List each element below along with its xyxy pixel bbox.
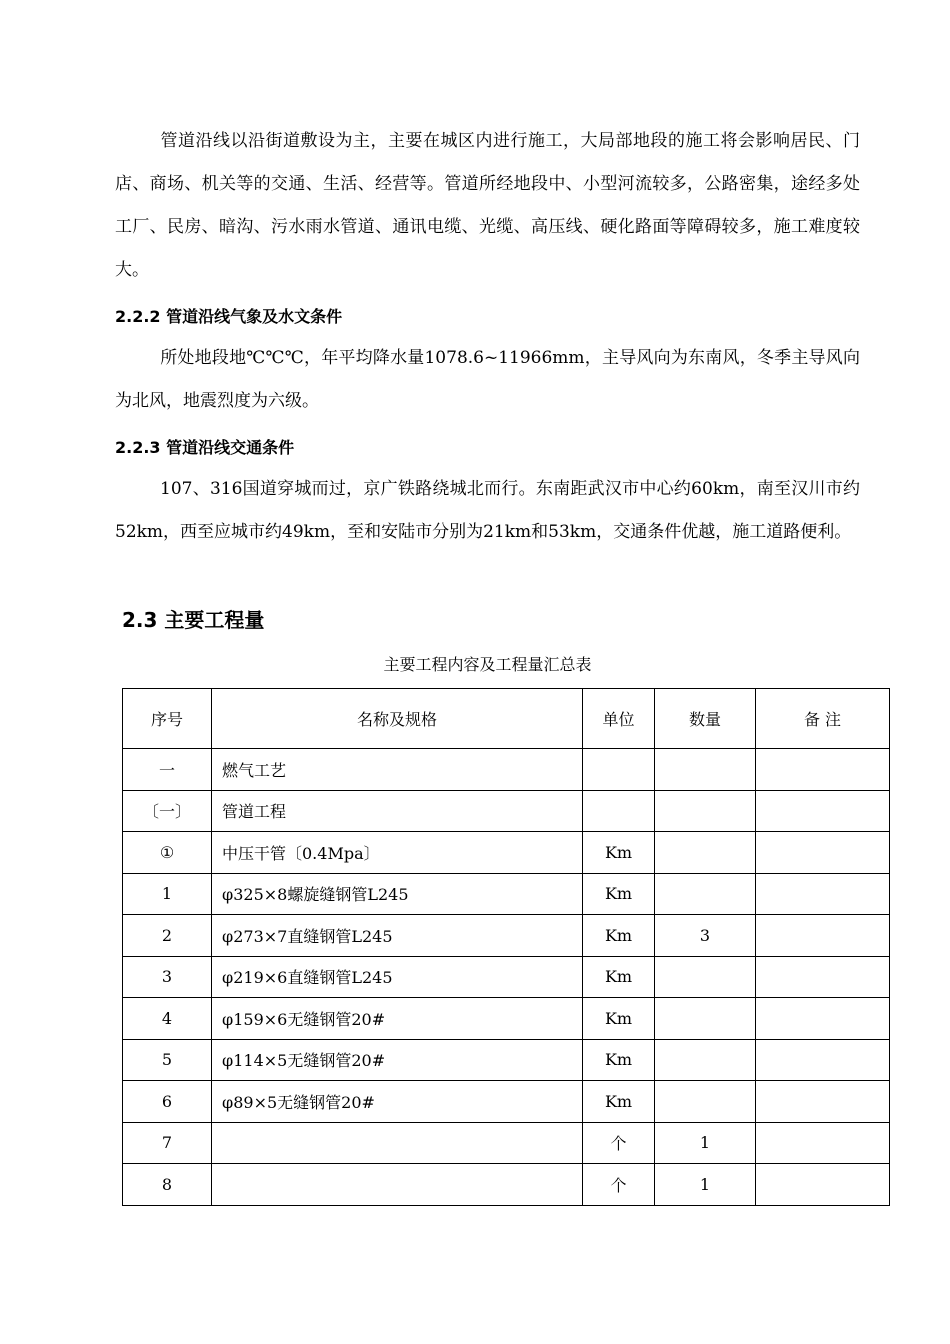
cell-name: φ114×5无缝钢管20# xyxy=(212,1039,583,1081)
cell-note xyxy=(756,1039,890,1081)
cell-unit xyxy=(583,749,655,791)
cell-no: 1 xyxy=(123,873,212,915)
table-row xyxy=(123,749,890,791)
cell-note xyxy=(756,1081,890,1123)
table-row xyxy=(123,915,890,957)
cell-no: 2 xyxy=(123,915,212,957)
table-header-row xyxy=(123,689,890,749)
cell-qty xyxy=(655,873,756,915)
cell-no: 4 xyxy=(123,998,212,1040)
cell-note xyxy=(756,998,890,1040)
paragraph-route-conditions xyxy=(115,120,860,292)
cell-note xyxy=(756,1122,890,1164)
cell-no: 8 xyxy=(123,1164,212,1206)
cell-qty xyxy=(655,1081,756,1123)
heading-2-2-2: 2.2.2 管道沿线气象及水文条件 xyxy=(115,307,343,326)
column-header-no: 序号 xyxy=(123,689,212,749)
cell-unit: Km xyxy=(583,915,655,957)
cell-unit: Km xyxy=(583,1039,655,1081)
cell-no: ① xyxy=(123,832,212,874)
heading-2-3: 2.3 主要工程量 xyxy=(122,608,265,632)
cell-note xyxy=(756,832,890,874)
cell-name: 管道工程 xyxy=(212,790,583,832)
cell-name: 中压干管〔0.4Mpa〕 xyxy=(212,832,583,874)
table-caption: 主要工程内容及工程量汇总表 xyxy=(383,655,592,674)
column-header-qty: 数量 xyxy=(655,689,756,749)
paragraph-climate xyxy=(115,337,860,423)
cell-note xyxy=(756,1164,890,1206)
cell-note xyxy=(756,873,890,915)
cell-no: 5 xyxy=(123,1039,212,1081)
column-header-unit: 单位 xyxy=(583,689,655,749)
cell-unit: Km xyxy=(583,1081,655,1123)
cell-name: φ325×8螺旋缝钢管L245 xyxy=(212,873,583,915)
cell-qty xyxy=(655,998,756,1040)
cell-unit xyxy=(583,790,655,832)
table-row xyxy=(123,1164,890,1206)
table-row xyxy=(123,873,890,915)
table-row xyxy=(123,790,890,832)
table-row xyxy=(123,1039,890,1081)
cell-name: φ89×5无缝钢管20# xyxy=(212,1081,583,1123)
cell-name: φ273×7直缝钢管L245 xyxy=(212,915,583,957)
table-row xyxy=(123,832,890,874)
column-header-name: 名称及规格 xyxy=(212,689,583,749)
paragraph-route-conditions-text: 管道沿线以沿街道敷设为主，主要在城区内进行施工，大局部地段的施工将会影响居民、门店、商场、机关等的交通、生活、经营等。管道所经地段中、小型河流较多，公路密集，途经多处工厂、民房、暗沟、污水雨水管道、通讯电缆、光缆、高压线、硬化路面等障碍较多，施工难度较大。 xyxy=(115,131,860,280)
cell-no: 一 xyxy=(123,749,212,791)
cell-unit: Km xyxy=(583,873,655,915)
cell-note xyxy=(756,790,890,832)
cell-unit: Km xyxy=(583,832,655,874)
paragraph-traffic-text: 107、316国道穿城而过，京广铁路绕城北而行。东南距武汉市中心约60km，南至汉川市约52km，西至应城市约49km，至和安陆市分别为21km和53km，交通条件优越，施工道路便利。 xyxy=(115,479,860,542)
cell-name: φ219×6直缝钢管L245 xyxy=(212,956,583,998)
cell-no: 7 xyxy=(123,1122,212,1164)
cell-qty xyxy=(655,790,756,832)
cell-no: 3 xyxy=(123,956,212,998)
cell-name xyxy=(212,1122,583,1164)
cell-unit: 个 xyxy=(583,1122,655,1164)
cell-qty xyxy=(655,749,756,791)
cell-qty xyxy=(655,1039,756,1081)
cell-qty: 1 xyxy=(655,1164,756,1206)
cell-name xyxy=(212,1164,583,1206)
heading-2-2-3: 2.2.3 管道沿线交通条件 xyxy=(115,438,295,457)
cell-no: 6 xyxy=(123,1081,212,1123)
cell-note xyxy=(756,749,890,791)
paragraph-traffic xyxy=(115,468,860,554)
table-row xyxy=(123,998,890,1040)
table-row xyxy=(123,1122,890,1164)
paragraph-climate-text: 所处地段地℃℃℃，年平均降水量1078.6~11966mm，主导风向为东南风，冬季主导风向为北风，地震烈度为六级。 xyxy=(115,348,860,411)
cell-qty xyxy=(655,956,756,998)
cell-qty xyxy=(655,832,756,874)
quantity-table xyxy=(122,688,890,1206)
cell-qty: 1 xyxy=(655,1122,756,1164)
cell-name: 燃气工艺 xyxy=(212,749,583,791)
cell-note xyxy=(756,915,890,957)
cell-unit: 个 xyxy=(583,1164,655,1206)
column-header-note: 备 注 xyxy=(756,689,890,749)
cell-unit: Km xyxy=(583,998,655,1040)
cell-unit: Km xyxy=(583,956,655,998)
cell-no: 〔一〕 xyxy=(123,790,212,832)
cell-name: φ159×6无缝钢管20# xyxy=(212,998,583,1040)
table-row xyxy=(123,956,890,998)
cell-note xyxy=(756,956,890,998)
cell-qty: 3 xyxy=(655,915,756,957)
table-row xyxy=(123,1081,890,1123)
